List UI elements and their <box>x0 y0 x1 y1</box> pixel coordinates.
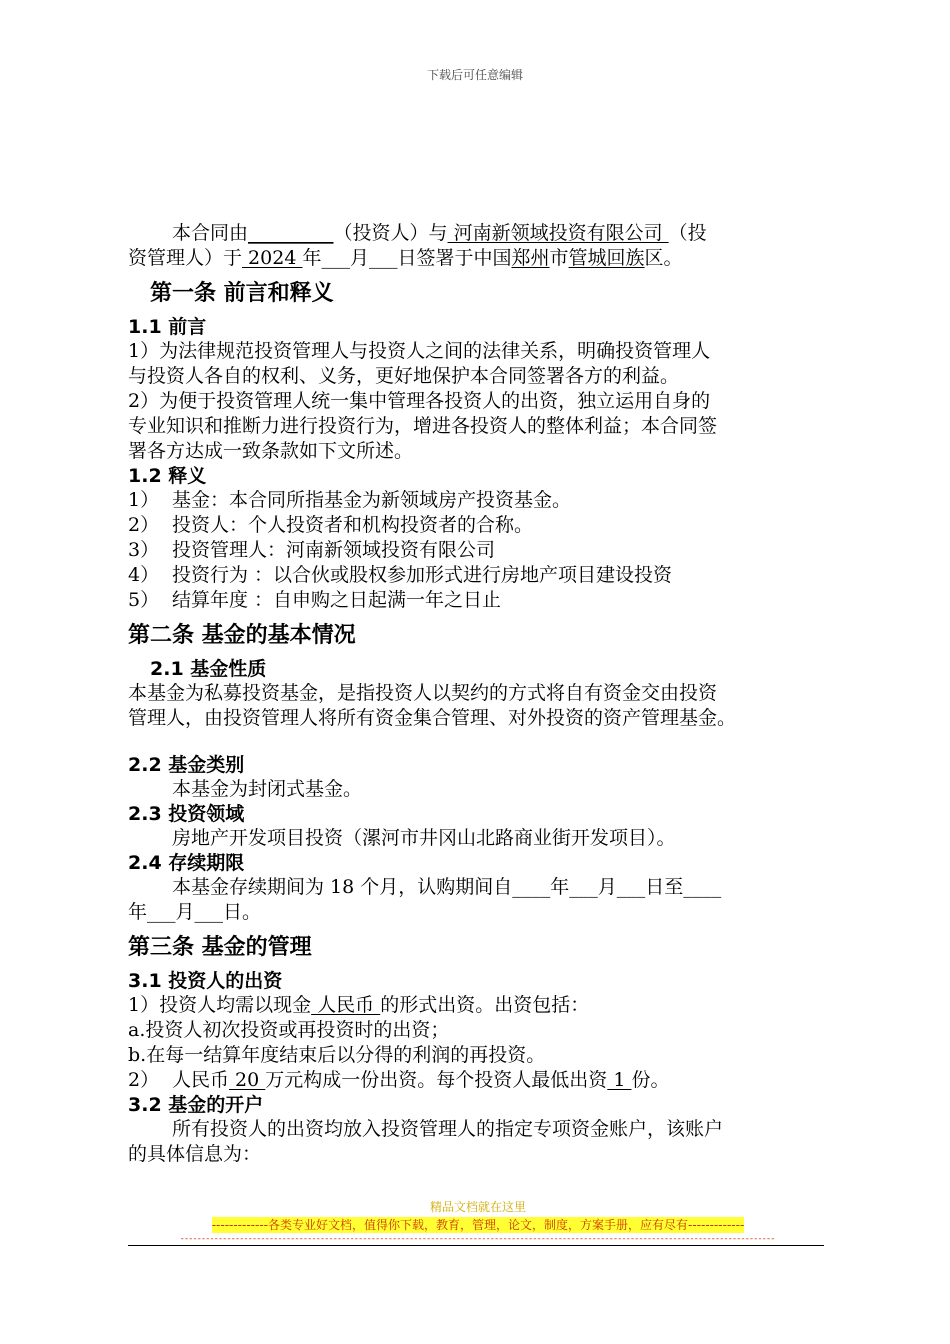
article-3-title: 第三条 基金的管理 <box>128 935 312 960</box>
article-2-title: 第二条 基金的基本情况 <box>128 623 356 648</box>
intro-text: 本合同由 <box>172 222 249 244</box>
sign-year: 2024 <box>242 247 303 269</box>
paragraph: 年___月___日。 <box>128 901 262 923</box>
item-text: 投资行为 ：以合伙或股权参加形式进行房地产项目建设投资 <box>172 564 673 586</box>
paragraph: 的具体信息为： <box>128 1143 262 1165</box>
section-2-2-title: 2.2 基金类别 <box>128 754 245 776</box>
item-number: 1） <box>128 489 160 511</box>
intro-text: 年 <box>302 247 322 269</box>
paragraph: 所有投资人的出资均放入投资管理人的指定专项资金账户，该账户 <box>172 1118 724 1140</box>
paragraph: 本基金存续期间为 18 个月，认购期间自____年___月___日至____ <box>172 876 722 898</box>
page-footer <box>128 1200 828 1245</box>
paragraph: 管理人，由投资管理人将所有资金集合管理、对外投资的资产管理基金。 <box>128 707 737 729</box>
para-text: 1）投资人均需以现金 <box>128 994 312 1016</box>
intro-text: 区。 <box>644 247 683 269</box>
paragraph: 本基金为私募投资基金，是指投资人以契约的方式将自有资金交由投资 <box>128 682 718 704</box>
footer-banner: -------------各类专业好文档，值得你下载，教育，管理，论文，制度，方案手册，应有尽有------------- <box>211 1218 745 1232</box>
intro-line-1 <box>128 221 828 246</box>
intro-text: 月 <box>349 247 369 269</box>
amount-underlined: 20 <box>229 1069 266 1091</box>
paragraph: 2）为便于投资管理人统一集中管理各投资人的出资，独立运用自身的 <box>128 390 711 412</box>
section-1-1-title: 1.1 前言 <box>128 316 207 338</box>
para-text: 的形式出资。出资包括： <box>380 994 590 1016</box>
para-text: 份。 <box>631 1069 670 1091</box>
paragraph: 与投资人各自的权利、义务，更好地保护本合同签署各方的利益。 <box>128 365 680 387</box>
item-text: 投资管理人：河南新领域投资有限公司 <box>172 539 496 561</box>
para-text: 万元构成一份出资。每个投资人最低出资 <box>265 1069 608 1091</box>
definition-item <box>128 588 828 613</box>
article-1-title: 第一条 前言和释义 <box>150 281 334 306</box>
footer-rule <box>128 1245 824 1246</box>
section-2-4-title: 2.4 存续期限 <box>128 852 245 874</box>
paragraph: 专业知识和推断力进行投资行为，增进各投资人的整体利益；本合同签 <box>128 415 718 437</box>
paragraph: 本基金为封闭式基金。 <box>172 778 363 800</box>
shares-underlined: 1 <box>607 1069 632 1091</box>
section-3-2-title: 3.2 基金的开户 <box>128 1094 264 1116</box>
intro-text: （投资人）与 <box>333 222 448 244</box>
para-text: 人民币 <box>172 1069 230 1091</box>
item-number: 5） <box>128 589 160 611</box>
intro-text: 市 <box>549 247 569 269</box>
item-text: 基金：本合同所指基金为新领域房产投资基金。 <box>172 489 572 511</box>
list-item: a.投资人初次投资或再投资时的出资； <box>128 1019 450 1041</box>
definition-item <box>128 488 828 513</box>
paragraph: 署各方达成一致条款如下文所述。 <box>128 440 414 462</box>
intro-text: 日签署于中国 <box>397 247 512 269</box>
intro-line-2 <box>128 246 828 271</box>
investor-blank: _________ <box>248 222 334 244</box>
item-number: 4） <box>128 564 160 586</box>
manager-company: 河南新领域投资有限公司 <box>447 222 669 244</box>
section-2-3-title: 2.3 投资领域 <box>128 803 245 825</box>
item-number: 3） <box>128 539 160 561</box>
paragraph: 1）为法律规范投资管理人与投资人之间的法律关系，明确投资管理人 <box>128 340 711 362</box>
intro-text: （投 <box>668 222 707 244</box>
sign-city: 郑州 <box>511 247 550 269</box>
list-item: b.在每一结算年度结束后以分得的利润的再投资。 <box>128 1044 546 1066</box>
sign-day-blank: ___ <box>368 247 398 269</box>
sign-district: 管城回族 <box>568 247 645 269</box>
paragraph <box>128 1068 828 1093</box>
definition-item <box>128 563 828 588</box>
item-text: 投资人：个人投资者和机构投资者的合称。 <box>172 514 534 536</box>
section-2-1-title: 2.1 基金性质 <box>150 658 267 680</box>
intro-text: 资管理人）于 <box>128 247 243 269</box>
sign-month-blank: ___ <box>321 247 350 269</box>
footer-dashes: -------------------------------------------------------------------------------------------------------------------------------------------- <box>180 1234 776 1244</box>
document-body <box>128 221 828 1167</box>
paragraph: 房地产开发项目投资（漯河市井冈山北路商业街开发项目）。 <box>172 827 676 849</box>
item-number: 2） <box>128 514 160 536</box>
definition-item <box>128 538 828 563</box>
page-header: 下载后可任意编辑 <box>426 68 523 82</box>
paragraph <box>128 993 828 1018</box>
definition-item <box>128 513 828 538</box>
currency-underlined: 人民币 <box>311 994 381 1016</box>
section-3-1-title: 3.1 投资人的出资 <box>128 970 283 992</box>
footer-tagline: 精品文档就在这里 <box>429 1200 526 1214</box>
item-number: 2） <box>128 1069 160 1091</box>
section-1-2-title: 1.2 释义 <box>128 465 207 487</box>
item-text: 结算年度 ：自申购之日起满一年之日止 <box>172 589 502 611</box>
